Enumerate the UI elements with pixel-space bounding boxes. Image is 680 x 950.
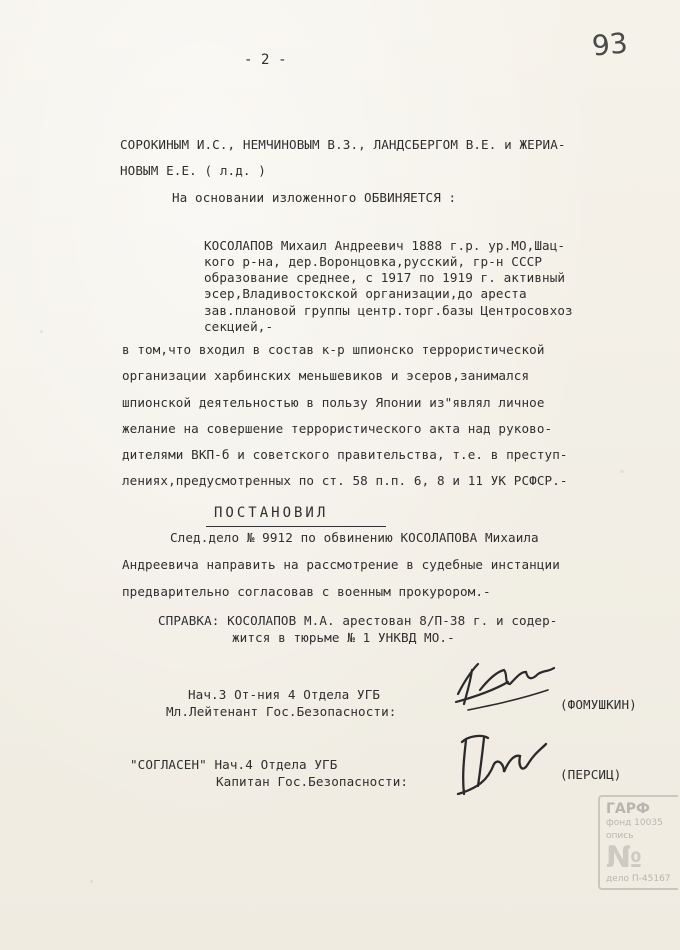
body-line: На основании изложенного ОБВИНЯЕТСЯ : <box>172 190 457 205</box>
signature-fomushkin <box>448 650 560 720</box>
note-line: СПРАВКА: КОСОЛАПОВ М.А. арестован 8/П-38 г. и содер- <box>158 613 558 628</box>
accused-line: эсер,Владивостокской организации,до ареста <box>204 286 527 301</box>
archive-page-number: 93 <box>590 26 630 63</box>
signatory-name: (ФОМУШКИН) <box>560 697 637 712</box>
resolution-line: Андреевича направить на рассмотрение в судебные инстанции <box>122 557 560 572</box>
approval-position: "СОГЛАСЕН" Нач.4 Отдела УГБ <box>130 757 338 772</box>
archive-stamp <box>598 795 678 890</box>
body-line: НОВЫМ Е.Е. ( л.д. ) <box>120 163 266 178</box>
approval-name: (ПЕРСИЦ) <box>560 767 622 782</box>
paper-speck <box>620 470 624 473</box>
accused-line: КОСОЛАПОВ Михаил Андреевич 1888 г.р. ур.МО,Шац- <box>204 238 566 253</box>
signatory-rank: Мл.Лейтенант Гос.Безопасности: <box>166 704 397 719</box>
accused-line: образование среднее, с 1917 по 1919 г. активный <box>204 270 566 285</box>
page-number: - 2 - <box>244 52 287 68</box>
charge-line: лениях,предусмотренных по ст. 58 п.п. 6, 8 и 11 УК РСФСР.- <box>122 473 568 488</box>
paper-speck <box>90 880 93 883</box>
accused-line: зав.плановой группы центр.торг.базы Центросовхоз <box>204 303 573 318</box>
stamp-line: № <box>606 840 643 875</box>
resolution-heading: ПОСТАНОВИЛ <box>214 505 329 521</box>
body-line: СОРОКИНЫМ И.С., НЕМЧИНОВЫМ В.З., ЛАНДСБЕРГОМ В.Е. и ЖЕРИА- <box>120 137 566 152</box>
note-line: жится в тюрьме № 1 УНКВД МО.- <box>232 630 455 645</box>
stamp-line: дело П-45167 <box>606 874 671 884</box>
paper-speck <box>40 330 43 333</box>
accused-line: секцией,- <box>204 319 274 334</box>
signature-persits <box>448 724 552 804</box>
stamp-line: фонд 10035 <box>606 818 663 828</box>
accused-line: кого р-на, дер.Воронцовка,русский, гр-н СССР <box>204 254 543 269</box>
resolution-line: След.дело № 9912 по обвинению КОСОЛАПОВА Михаила <box>170 530 539 545</box>
charge-line: желание на совершение террористического акта над руково- <box>122 421 553 436</box>
charge-line: дителями ВКП-б и советского правительства, т.е. в преступ- <box>122 447 568 462</box>
charge-line: организации харбинских меньшевиков и эсеров,занимался <box>122 368 530 383</box>
charge-line: шпионской деятельностью в пользу Японии из"являл личное <box>122 395 545 410</box>
charge-line: в том,что входил в состав к-р шпионско террористической <box>122 342 545 357</box>
stamp-line: ГАРФ <box>606 801 650 817</box>
approval-rank: Капитан Гос.Безопасности: <box>216 774 409 789</box>
stamp-line: опись <box>606 831 634 841</box>
heading-underline <box>206 526 386 527</box>
signatory-position: Нач.3 От-ния 4 Отдела УГБ <box>188 687 381 702</box>
resolution-line: предварительно согласовав с военным прокурором.- <box>122 584 491 599</box>
